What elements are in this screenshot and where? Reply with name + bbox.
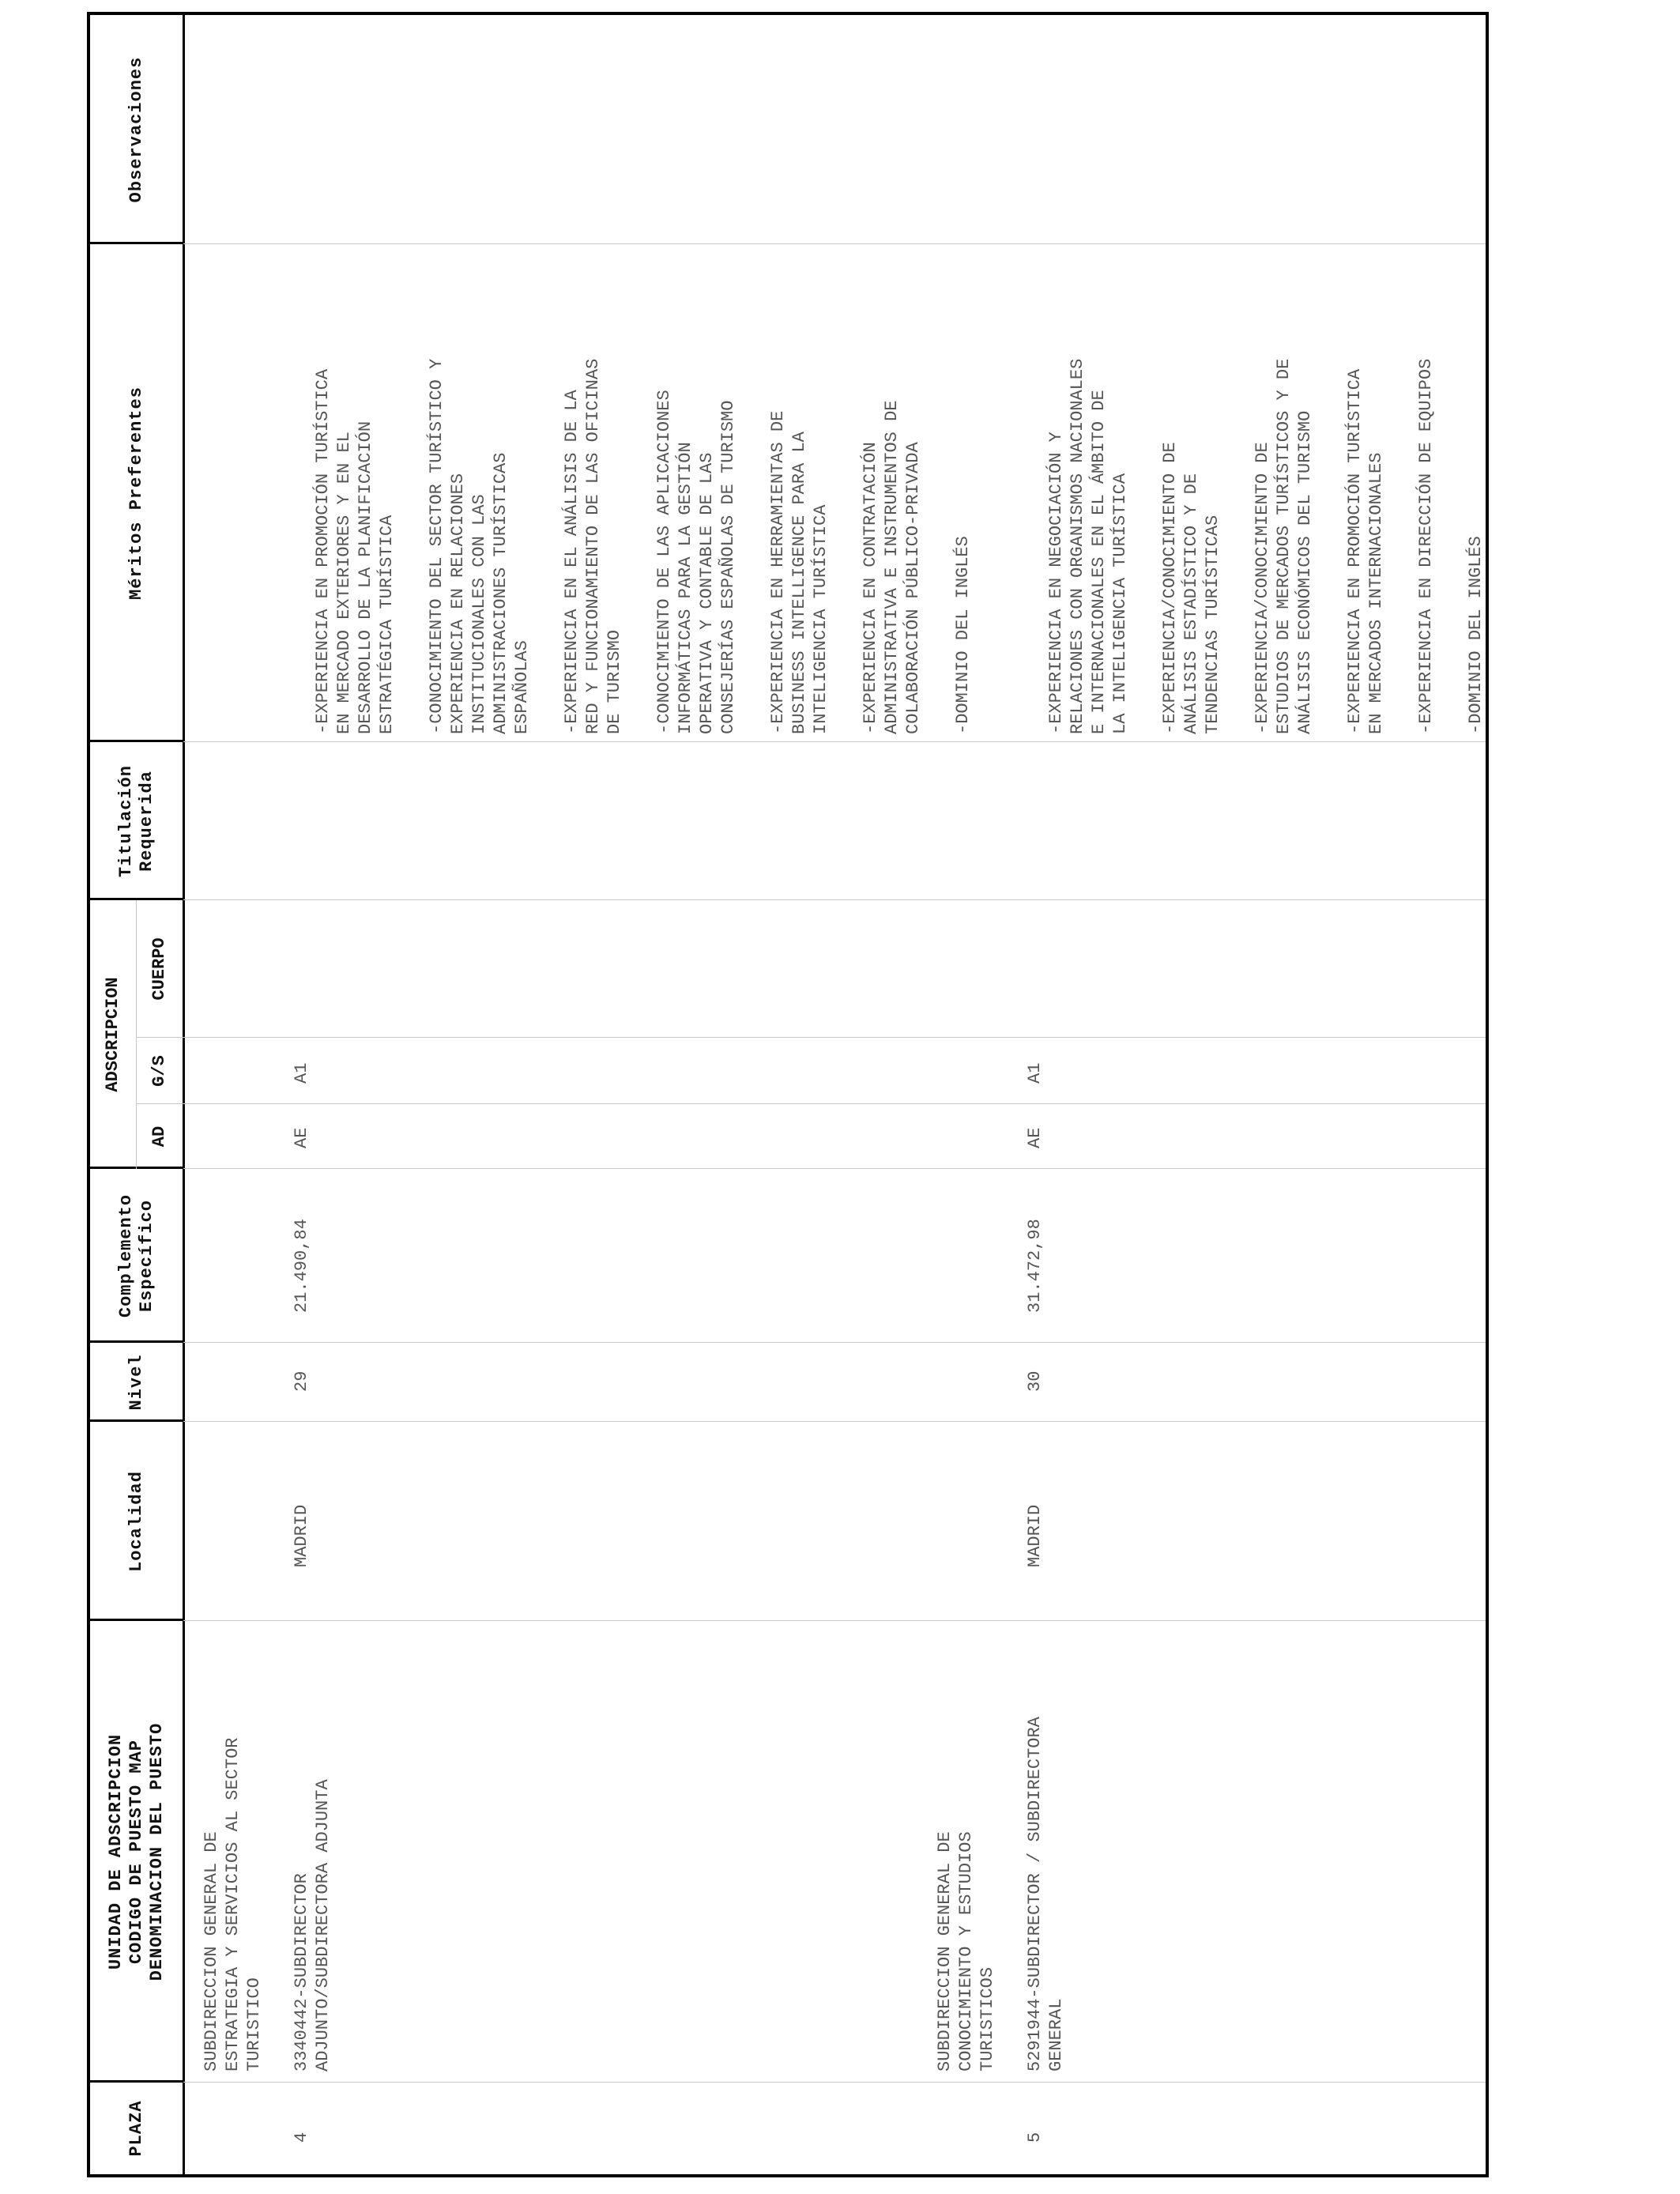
header-cuerpo: CUERPO: [149, 937, 169, 1001]
header-gs: G/S: [149, 1055, 169, 1087]
row-1-puesto: 3340442-SUBDIRECTOR ADJUNTO/SUBDIRECTORA ADJUNTA: [292, 1779, 333, 2071]
row-2-plaza: 5: [1025, 2132, 1045, 2143]
row-1-gs: A1: [292, 1062, 311, 1084]
merit-item: -EXPERIENCIA EN NEGOCIACIÓN Y RELACIONES CON ORGANISMOS NACIONALES E INTERNACIONALES EN EL ÁMBITO DE LA INTELIGENCIA TURÍSTICA: [1046, 358, 1130, 734]
row-2-puesto: 5291944-SUBDIRECTOR / SUBDIRECTORA GENERAL: [1025, 1717, 1066, 2071]
header-titulacion: Titulación Requerida: [115, 764, 156, 878]
row-2-localidad: MADRID: [1025, 1504, 1045, 1567]
row-2-complemento: 31.472,98: [1025, 1219, 1045, 1313]
row-2-meritos: [1024, 244, 1489, 734]
col-sep-1: [90, 2082, 1486, 2083]
merit-item: -EXPERIENCIA/CONOCIMIENTO DE ESTUDIOS DE MERCADOS TURÍSTICOS Y DE ANÁLISIS ECONÓMICOS DEL TURISMO: [1252, 358, 1315, 734]
merit-item: -CONOCIMIENTO DEL SECTOR TURÍSTICO Y EXPERIENCIA EN RELACIONES INSTITUCIONALES CON LAS ADMINISTRACIONES TURÍSTICAS ESPAÑOLAS: [427, 358, 532, 734]
row-2-ad: AE: [1025, 1127, 1045, 1148]
merit-item: -EXPERIENCIA EN DIRECCIÓN DE EQUIPOS: [1416, 358, 1436, 734]
row-1-ad: AE: [292, 1127, 311, 1148]
header-adscripcion: ADSCRIPCION: [103, 977, 122, 1092]
header-plaza: PLAZA: [126, 2100, 146, 2157]
merit-item: -DOMINIO DEL INGLÉS: [1466, 536, 1486, 734]
col-sep-2: [90, 1620, 1486, 1621]
merit-item: -DOMINIO DEL INGLÉS: [953, 536, 973, 734]
merit-item: -EXPERIENCIA/CONOCIMIENTO DE ANÁLISIS ESTADÍSTICO Y DE TENDENCIAS TURÍSTICAS: [1160, 442, 1222, 734]
col-sep-6: [90, 899, 1486, 900]
col-sep-5: [90, 1168, 1486, 1169]
header-complemento: Complemento Específico: [115, 1193, 156, 1318]
header-localidad: Localidad: [126, 1471, 146, 1572]
document-page: [87, 12, 1489, 2177]
header-observaciones: Observaciones: [126, 56, 146, 203]
header-unidad: UNIDAD DE ADSCRIPCION CODIGO DE PUESTO MAP DENOMINACION DEL PUESTO: [105, 1722, 167, 1981]
header-ad: AD: [149, 1125, 169, 1148]
col-sep-4: [90, 1342, 1486, 1343]
merit-item: -EXPERIENCIA EN CONTRATACIÓN ADMINISTRATIVA E INSTRUMENTOS DE COLABORACIÓN PÚBLICO-PRIVADA: [861, 400, 923, 734]
row-1-complemento: 21.490,84: [292, 1219, 311, 1313]
adscripcion-sep-1: [136, 1103, 1486, 1104]
col-sep-7: [90, 741, 1486, 742]
adscripcion-sep-2: [136, 1037, 1486, 1038]
row-2-gs: A1: [1025, 1062, 1045, 1084]
rotated-table: [90, 15, 1486, 2174]
col-sep-3: [90, 1421, 1486, 1422]
row-1-meritos: [291, 244, 1002, 734]
row-1-plaza: 4: [292, 2132, 311, 2143]
header-separator: [183, 15, 185, 2174]
row-1-unit: SUBDIRECCION GENERAL DE ESTRATEGIA Y SERVICIOS AL SECTOR TURISTICO: [202, 1737, 264, 2071]
header-meritos: Méritos Preferentes: [126, 386, 146, 600]
row-1-nivel: 29: [292, 1370, 311, 1392]
row-2-nivel: 30: [1025, 1370, 1045, 1392]
merit-item: -EXPERIENCIA EN EL ANÁLISIS DE LA RED Y FUNCIONAMIENTO DE LAS OFICINAS DE TURISMO: [562, 358, 624, 734]
header-nivel: Nivel: [126, 1354, 146, 1411]
merit-item: -EXPERIENCIA EN HERRAMIENTAS DE BUSINESS INTELLIGENCE PARA LA INTELIGENCIA TURÍSTICA: [768, 410, 831, 734]
row-1-localidad: MADRID: [292, 1504, 311, 1567]
merit-item: -EXPERIENCIA EN PROMOCIÓN TURÍSTICA EN MERCADOS INTERNACIONALES: [1345, 368, 1386, 734]
row-2-unit: SUBDIRECCION GENERAL DE CONOCIMIENTO Y ESTUDIOS TURISTICOS: [935, 1831, 997, 2071]
merit-item: -CONOCIMIENTO DE LAS APLICACIONES INFORMÁTICAS PARA LA GESTIÓN OPERATIVA Y CONTABLE DE LAS CONSEJERÍAS ESPAÑOLAS DE TURISMO: [654, 390, 738, 734]
merit-item: -EXPERIENCIA EN PROMOCIÓN TURÍSTICA EN MERCADO EXTERIORES Y EN EL DESARROLLO DE LA PLANIFICACIÓN ESTRATÉGICA TURÍSTICA: [313, 368, 397, 734]
